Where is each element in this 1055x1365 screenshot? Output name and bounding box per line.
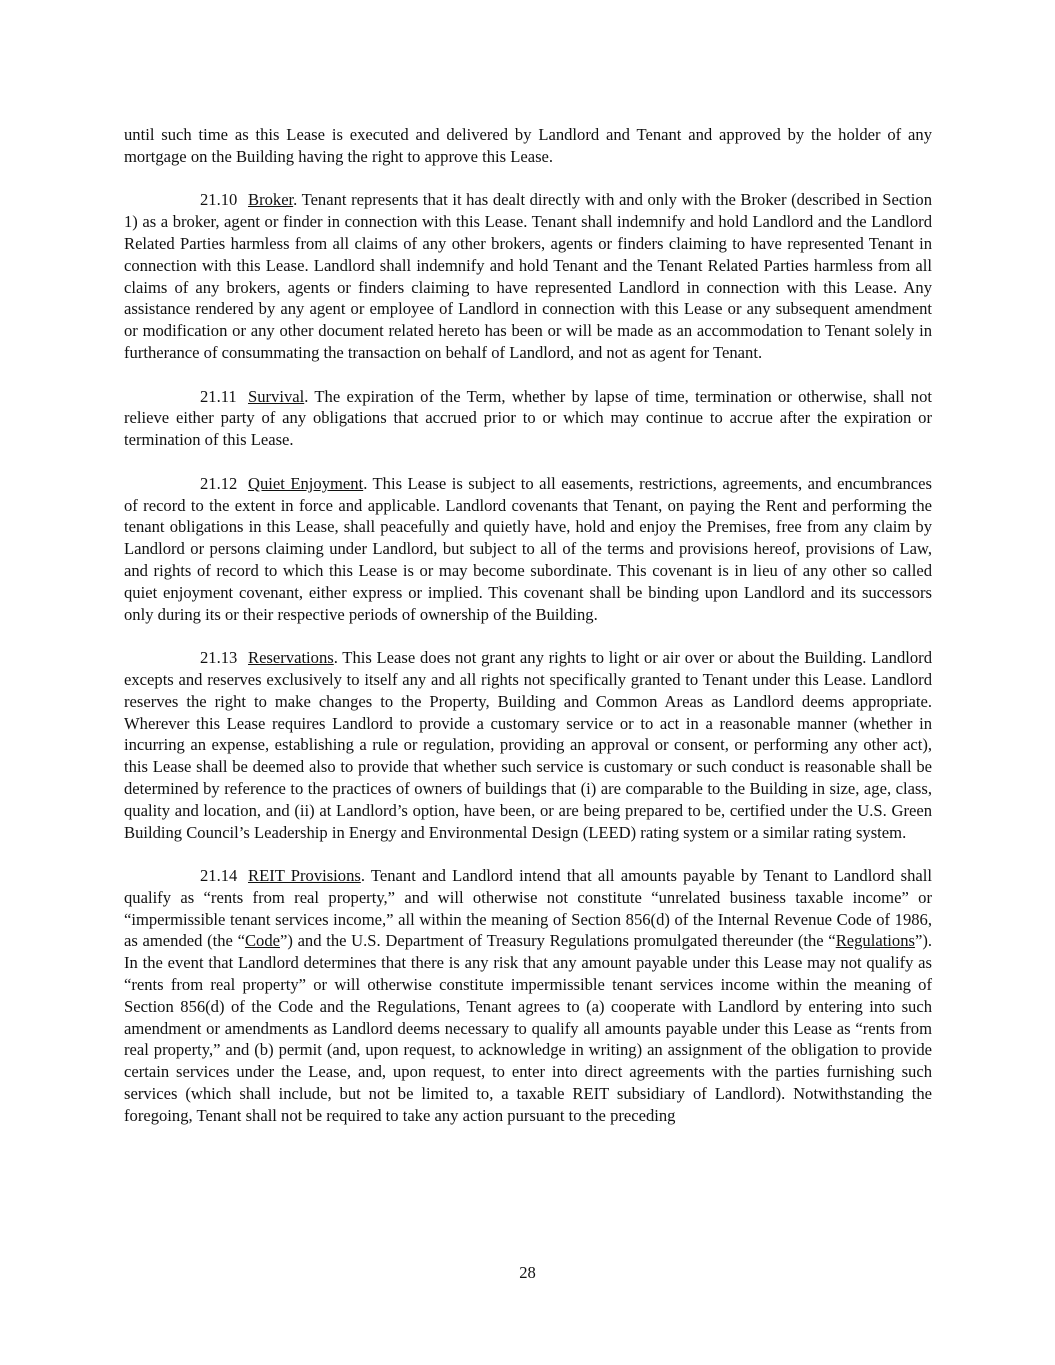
section-21-13: [124, 647, 932, 843]
section-body: . The expiration of the Term, whether by lapse of time, termination or otherwise, shall not relieve either party of any obligations that accrued prior to or which may continue to accrue after the expiration or termination of this Lease.: [124, 386, 932, 450]
document-page: [124, 124, 932, 1148]
section-number: 21.12: [200, 473, 238, 493]
section-body: . This Lease does not grant any rights to light or air over or about the Building. Landlord excepts and reserves exclusively to itself any and all rights not specifically granted to Tenant under this Lease. Landlord reserves the right to make changes to the Property, Building and Common Areas as Landlord deems appropriate. Wherever this Lease requires Landlord to provide a customary service or to act in a reasonable manner (whether in incurring an expense, establishing a rule or regulation, providing an approval or consent, or performing any other act), this Lease shall be deemed also to provide that whether such service is customary or such conduct is reasonable shall be determined by reference to the practices of owners of buildings that (i) are comparable to the Building in size, age, class, quality and location, and (ii) at Landlord’s option, have been, or are being prepared to be, certified under the U.S. Green Building Council’s Leadership in Energy and Environmental Design (LEED) rating system or a similar rating system.: [124, 648, 932, 842]
section-heading: Reservations: [248, 648, 334, 668]
section-heading: Broker: [248, 190, 294, 210]
section-heading: REIT Provisions: [248, 866, 361, 886]
section-number: 21.14: [200, 866, 238, 886]
section-number: 21.10: [200, 190, 238, 210]
section-21-12: [124, 473, 932, 626]
defined-term-code: Code: [244, 931, 280, 951]
section-21-14: [124, 865, 932, 1127]
section-heading: Quiet Enjoyment: [248, 473, 364, 493]
section-number: 21.13: [200, 648, 238, 668]
defined-term-regulations: Regulations: [835, 931, 915, 951]
section-21-10: [124, 189, 932, 363]
section-heading: Survival: [248, 386, 305, 406]
section-body: . This Lease is subject to all easements, restrictions, agreements, and encumbrances of record to the extent in force and applicable. Landlord covenants that Tenant, on paying the Rent and performing the tenant obligations in this Lease, shall peacefully and quietly have, hold and enjoy the Premises, free from any claim by Landlord or persons claiming under Landlord, but subject to all of the terms and provisions hereof, provisions of Law, and rights of record to which this Lease is or may become subordinate. This covenant is in lieu of any other so called quiet enjoyment covenant, either express or implied. This covenant shall be binding upon Landlord and its successors only during its or their respective periods of ownership of the Building.: [124, 473, 932, 624]
page-number: 28: [519, 1263, 536, 1282]
section-body: . Tenant represents that it has dealt directly with and only with the Broker (described in Section 1) as a broker, agent or finder in connection with this Lease. Tenant shall indemnify and hold Landlord and the Landlord Related Parties harmless from all claims of any other brokers, agents or finders claiming to have represented Tenant in connection with this Lease. Landlord shall indemnify and hold Tenant and the Tenant Related Parties harmless from all claims of any brokers, agents or finders claiming to have represented Landlord in connection with this Lease. Any assistance rendered by any agent or employee of Landlord in connection with this Lease or any subsequent amendment or modification or any other document related hereto has been or will be made as an accommodation to Tenant solely in furtherance of consummating the transaction on behalf of Landlord, and not as agent for Tenant.: [124, 190, 932, 362]
section-21-11: [124, 386, 932, 451]
section-body-part: . Tenant and Landlord intend that all amounts payable by Tenant to Landlord shall qualify as “rents from real property,” and will otherwise not constitute “unrelated business taxable income” or “impermissible tenant services income,” all within the meaning of Section 856(d) of the Internal Revenue Code of 1986, as amended (the “: [124, 866, 932, 951]
continuation-paragraph: until such time as this Lease is executed and delivered by Landlord and Tenant and approved by the holder of any mortgage on the Building having the right to approve this Lease.: [124, 125, 932, 166]
section-number: 21.11: [200, 386, 237, 406]
section-body-part: ”). In the event that Landlord determines that there is any risk that any amount payable under this Lease may not qualify as “rents from real property” or will otherwise constitute impermissible tenant services income within the meaning of Section 856(d) of the Code and the Regulations, Tenant agrees to (a) cooperate with Landlord by entering into such amendment or amendments as Landlord deems necessary to qualify all amounts payable under this Lease as “rents from real property,” and (b) permit (and, upon request, to acknowledge in writing) an assignment of the obligation to provide certain services under the Lease, and, upon request, to enter into direct agreements with the parties furnishing such services (which shall include, but not be limited to, a taxable REIT subsidiary of Landlord). Notwithstanding the foregoing, Tenant shall not be required to take any action pursuant to the preceding: [124, 931, 933, 1125]
section-body-part: ”) and the U.S. Department of Treasury Regulations promulgated thereunder (the “: [279, 931, 836, 951]
